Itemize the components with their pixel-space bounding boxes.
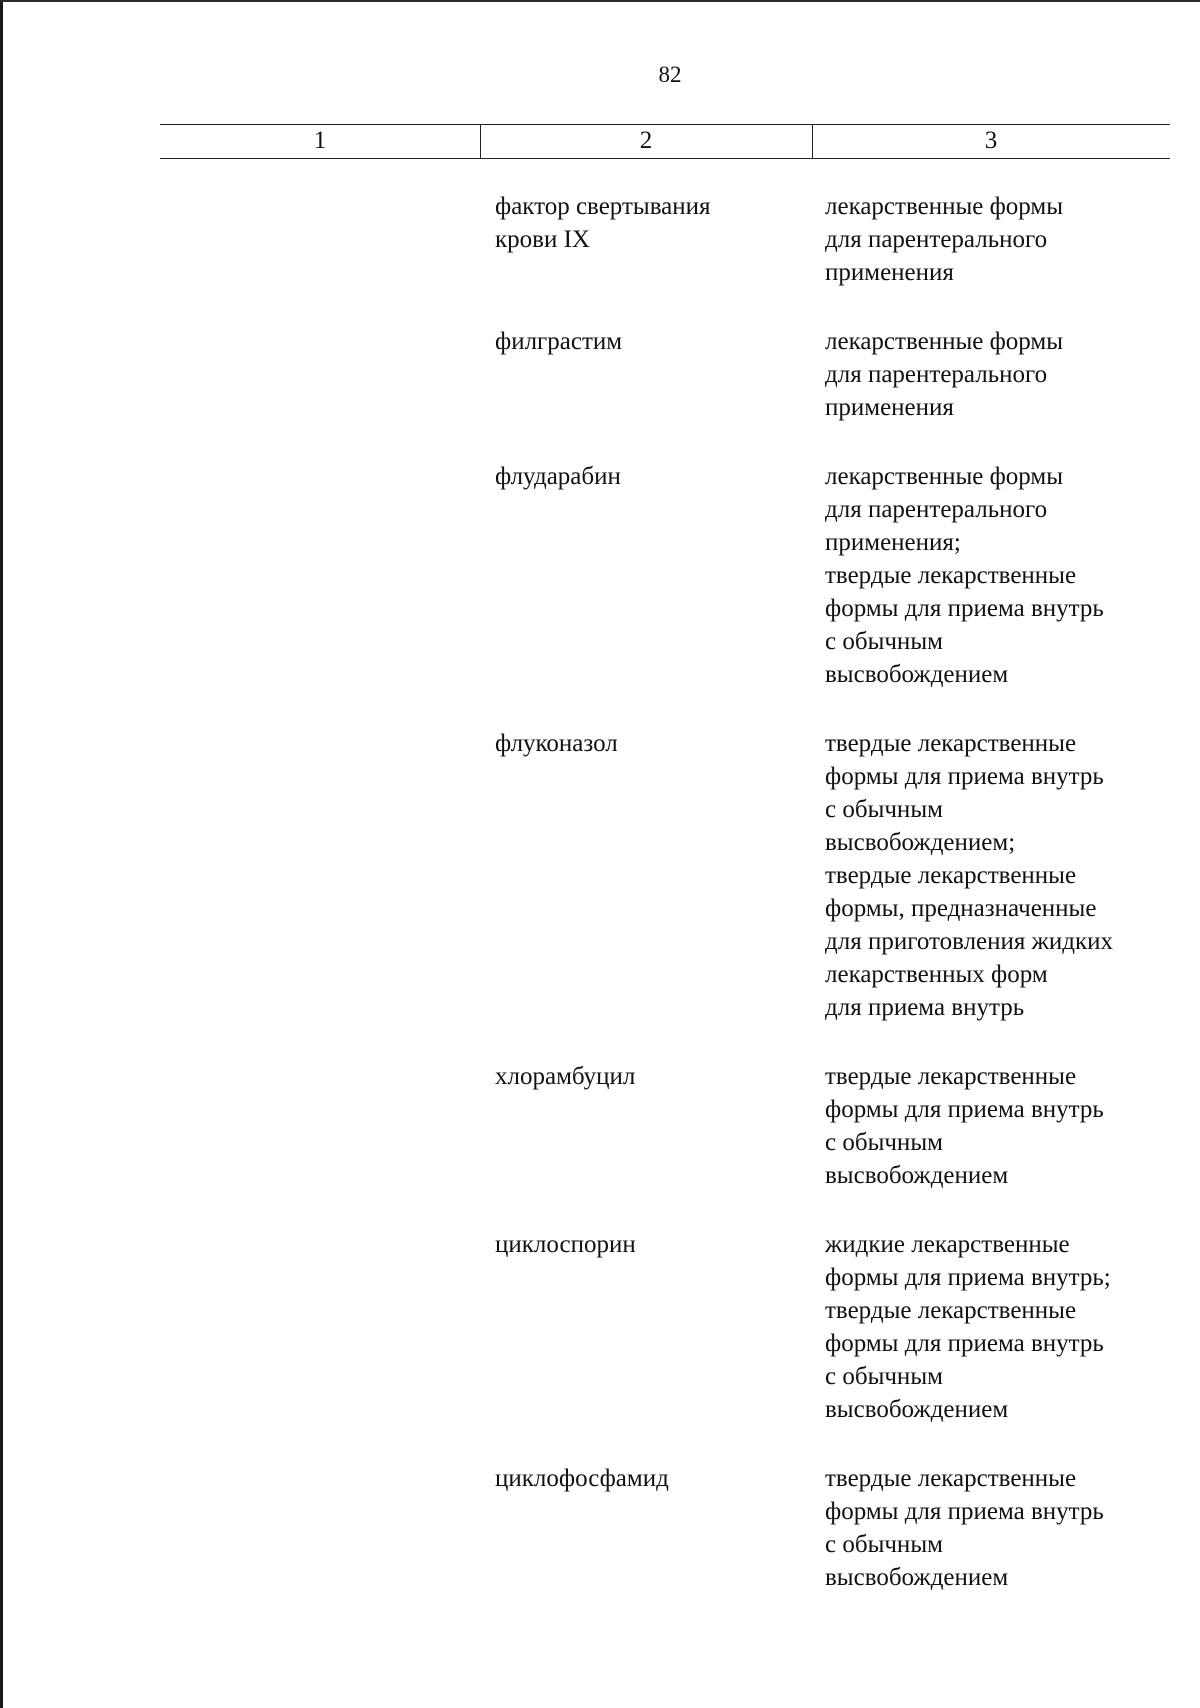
table-header-top-rule (160, 124, 1170, 125)
scan-top-edge (0, 0, 1200, 2)
table-body (0, 190, 1200, 1630)
drug-name: циклоспорин (495, 1231, 636, 1258)
dosage-forms: лекарственные формы для парентерального применения (825, 193, 1064, 286)
table-row (0, 325, 1200, 424)
table-row (0, 1462, 1200, 1594)
table-row (0, 1228, 1200, 1426)
dosage-forms: лекарственные формы для парентерального применения; твердые лекарственные формы для приема внутрь с обычным высвобождением (825, 463, 1104, 688)
table-header-bottom-rule (160, 158, 1170, 159)
dosage-forms: жидкие лекарственные формы для приема внутрь; твердые лекарственные формы для приема внутрь с обычным высвобождением (825, 1231, 1111, 1423)
table-row (0, 190, 1200, 289)
drug-name: циклофосфамид (495, 1465, 669, 1492)
drug-name: флуконазол (495, 730, 618, 757)
dosage-forms: лекарственные формы для парентерального применения (825, 328, 1064, 421)
dosage-forms: твердые лекарственные формы для приема внутрь с обычным высвобождением; твердые лекарственные формы, предназначенные для приготовления жидких лекарственных форм для приема внутрь (825, 730, 1114, 1021)
drug-name: хлорамбуцил (495, 1063, 636, 1090)
column-header-2: 2 (639, 127, 653, 154)
column-header-1: 1 (313, 127, 327, 154)
drug-name: флударабин (495, 463, 621, 490)
table-row (0, 460, 1200, 691)
column-header-3: 3 (984, 127, 998, 154)
dosage-forms: твердые лекарственные формы для приема внутрь с обычным высвобождением (825, 1465, 1104, 1591)
drug-name: фактор свертывания крови IX (495, 193, 711, 253)
table-row (0, 727, 1200, 1024)
drug-name: филграстим (495, 328, 623, 355)
table-row (0, 1060, 1200, 1192)
page-number: 82 (658, 62, 682, 87)
dosage-forms: твердые лекарственные формы для приема внутрь с обычным высвобождением (825, 1063, 1104, 1189)
